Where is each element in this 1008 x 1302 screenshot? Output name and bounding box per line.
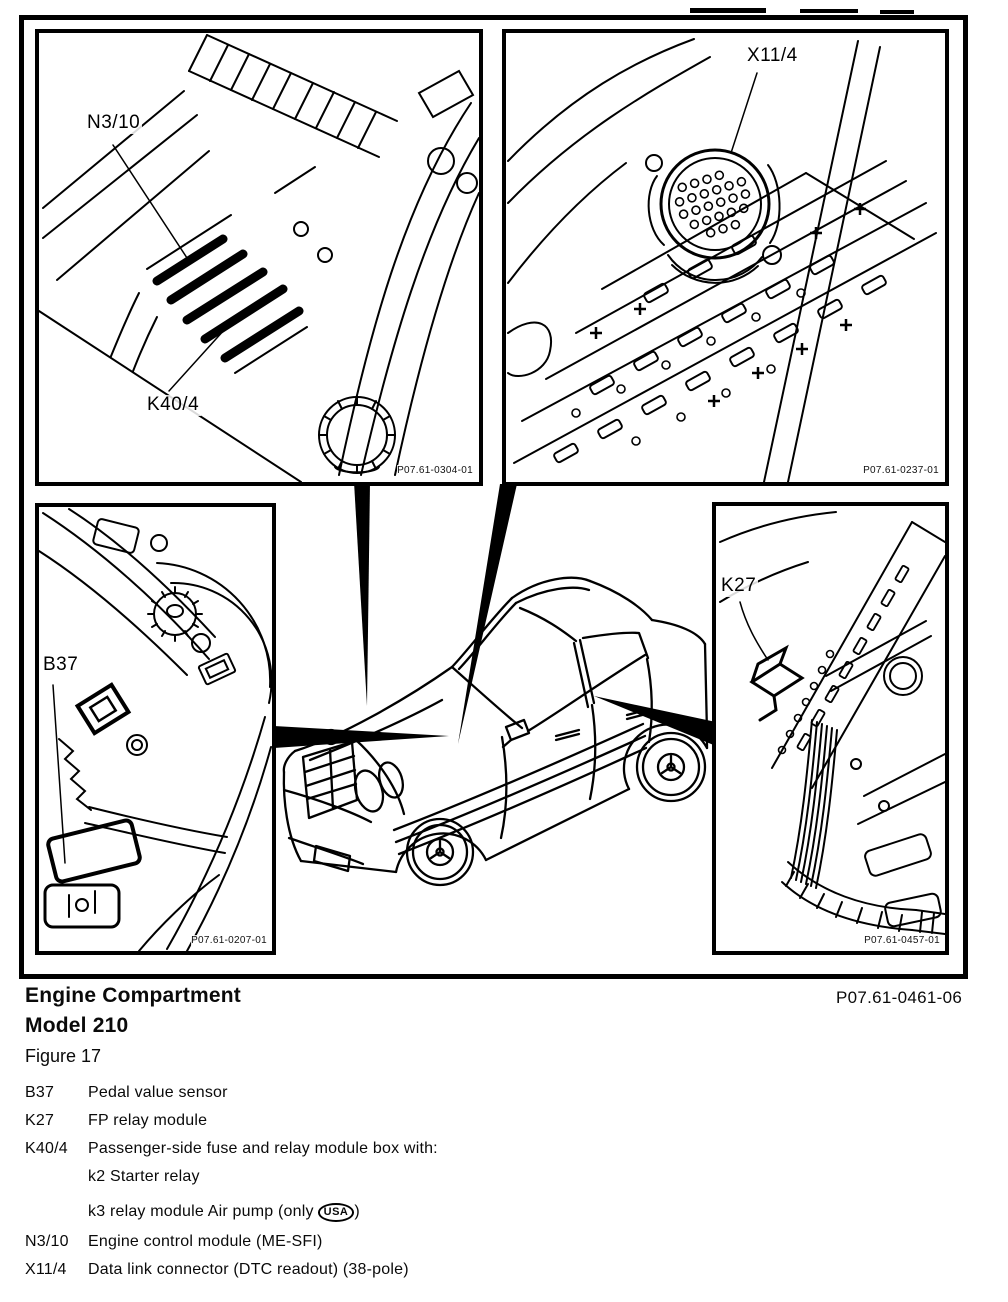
panel-ref-code: P07.61-0457-01 [864,935,940,946]
panel-bottom-right [712,502,949,955]
legend-key: X11/4 [25,1261,67,1278]
legend-key: K27 [25,1112,55,1129]
component-label-k27: K27 [721,575,757,596]
connector-pins [671,164,759,244]
legend-desc-post: ) [354,1203,360,1220]
legend-key: N3/10 [25,1233,69,1250]
panel-top-left [35,29,483,486]
panel-bottom-left [35,503,276,955]
panel-ref-code: P07.61-0237-01 [863,465,939,476]
legend-desc: FP relay module [88,1112,208,1129]
scan-artifact [880,10,914,14]
component-label-x11-4: X11/4 [747,45,798,66]
scan-artifact [800,9,858,13]
fuse-box-art [506,33,945,482]
page-title: Engine Compartment [25,984,241,1007]
legend-desc-pre: k3 relay module Air pump (only [88,1203,314,1220]
scan-artifact [690,8,766,13]
model-line: Model 210 [25,1014,129,1037]
component-label-k40-4: K40/4 [147,394,200,415]
component-label-b37: B37 [43,654,79,675]
legend-key: K40/4 [25,1140,68,1157]
relay-module-art [716,506,945,951]
legend-desc: Pedal value sensor [88,1084,228,1101]
document-code: P07.61-0461-06 [836,988,963,1007]
legend-desc: Data link connector (DTC readout) (38-pole) [88,1261,409,1278]
legend-desc: Passenger-side fuse and relay module box with: [88,1140,438,1157]
panel-ref-code: P07.61-0207-01 [191,935,267,946]
legend-desc [88,1203,360,1223]
panel-top-right [502,29,949,486]
pedal-sensor-art [39,507,272,951]
legend-desc: k2 Starter relay [88,1168,200,1185]
figure-number: Figure 17 [25,1046,102,1066]
usa-badge: USA [318,1203,355,1222]
engine-bay-art [39,33,479,482]
legend-desc: Engine control module (ME-SFI) [88,1233,323,1250]
legend-key: B37 [25,1084,55,1101]
panel-ref-code: P07.61-0304-01 [397,465,473,476]
fuses [553,235,887,463]
component-label-n3-10: N3/10 [87,112,141,133]
